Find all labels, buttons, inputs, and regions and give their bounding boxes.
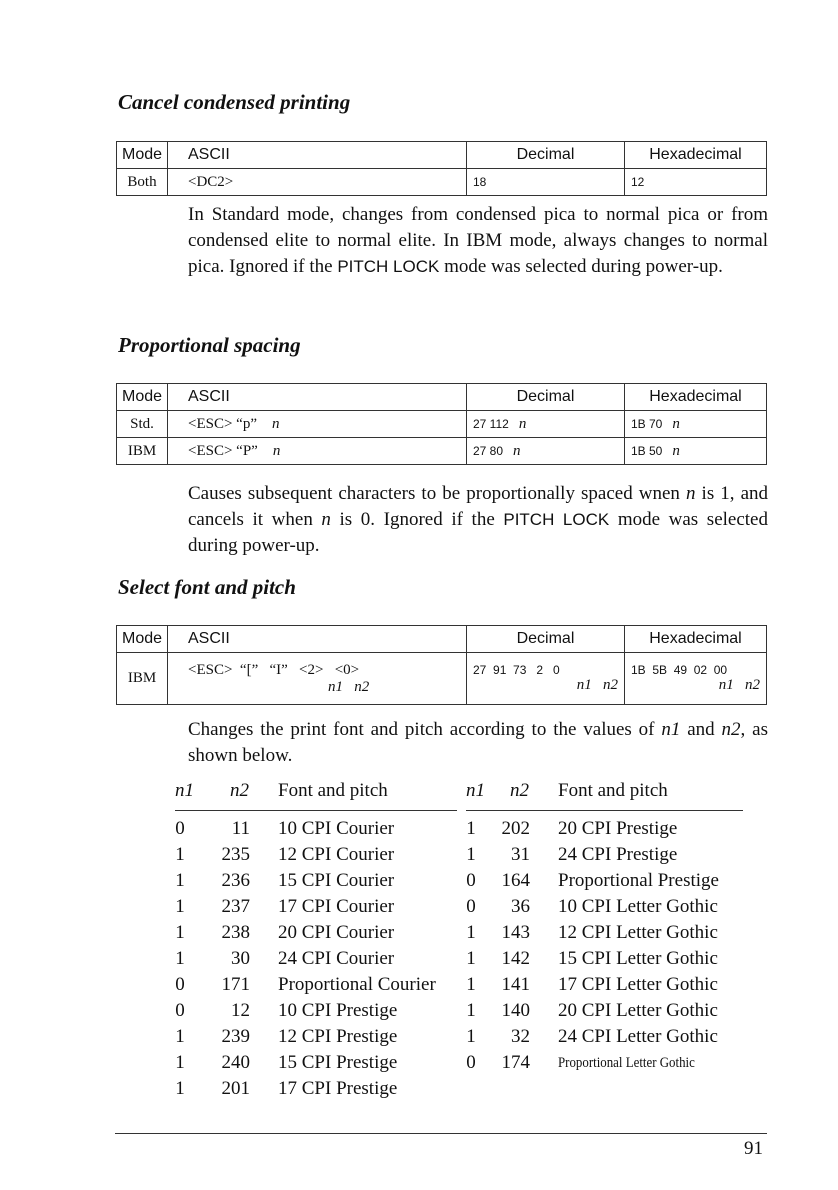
cell-n1: 0 bbox=[466, 896, 476, 917]
decimal: 27 91 73 2 0 bbox=[473, 663, 560, 677]
pitch-lock-label: PITCH LOCK bbox=[337, 257, 440, 276]
param: n bbox=[518, 415, 527, 432]
header-n2: n2 bbox=[230, 780, 249, 801]
heading-cancel-condensed: Cancel condensed printing bbox=[118, 90, 351, 114]
params: n1 n2 bbox=[576, 677, 618, 693]
cell-n1: 1 bbox=[175, 1026, 185, 1047]
cell-font-pitch: 20 CPI Courier bbox=[278, 922, 395, 943]
col-ascii: ASCII bbox=[168, 384, 467, 411]
text: Causes subsequent characters to be proportionally spaced wnen bbox=[188, 483, 686, 504]
header-n1: n1 bbox=[466, 780, 485, 801]
col-mode: Mode bbox=[117, 626, 168, 653]
param: n bbox=[672, 415, 680, 432]
header-n2: n2 bbox=[510, 780, 529, 801]
param: n bbox=[272, 415, 280, 432]
cell-n2: 237 bbox=[221, 896, 250, 917]
ascii: <ESC> “P” bbox=[188, 442, 258, 459]
cell-n2: 12 bbox=[231, 1000, 250, 1021]
cell-font-pitch: 12 CPI Courier bbox=[278, 844, 395, 865]
cell-font-pitch: 24 CPI Courier bbox=[278, 948, 395, 969]
cell-n2: 32 bbox=[511, 1026, 530, 1047]
cell-n2: 31 bbox=[511, 844, 530, 865]
cell-n2: 239 bbox=[221, 1026, 250, 1047]
cell-font-pitch: 20 CPI Prestige bbox=[558, 818, 678, 839]
cell-font-pitch: Proportional Prestige bbox=[558, 870, 719, 891]
cell-font-pitch: 12 CPI Letter Gothic bbox=[558, 922, 718, 943]
cell-n2: 202 bbox=[501, 818, 530, 839]
col-ascii: ASCII bbox=[168, 142, 467, 169]
cell-font-pitch: 20 CPI Letter Gothic bbox=[558, 1000, 718, 1021]
cell-n2: 235 bbox=[221, 844, 250, 865]
text: mode was selected during power-up. bbox=[188, 509, 768, 556]
cell-n1: 1 bbox=[466, 922, 476, 943]
cell-n1: 1 bbox=[466, 1000, 476, 1021]
cell-n2: 36 bbox=[511, 896, 530, 917]
hex: 1B 70 bbox=[631, 416, 663, 431]
col-ascii: ASCII bbox=[168, 626, 467, 653]
params: n1 n2 bbox=[718, 677, 760, 693]
col-decimal: Decimal bbox=[467, 384, 625, 411]
cell-font-pitch: 10 CPI Letter Gothic bbox=[558, 896, 718, 917]
param: n2 bbox=[721, 719, 741, 740]
col-mode: Mode bbox=[117, 384, 168, 411]
cell-n1: 0 bbox=[175, 818, 185, 839]
header-rule bbox=[466, 810, 743, 811]
param: n bbox=[672, 442, 680, 459]
cell-n2: 201 bbox=[221, 1078, 250, 1099]
decimal: 27 80 bbox=[473, 443, 504, 458]
cell-mode: Both bbox=[117, 169, 168, 196]
cell-font-pitch: 10 CPI Prestige bbox=[278, 1000, 398, 1021]
cell-hex: 12 bbox=[625, 169, 767, 196]
cell-font-pitch: 24 CPI Prestige bbox=[558, 844, 678, 865]
cell-decimal: 18 bbox=[467, 169, 625, 196]
cell-n1: 0 bbox=[175, 974, 185, 995]
cell-n2: 171 bbox=[221, 974, 250, 995]
cell-n2: 11 bbox=[231, 818, 250, 839]
cell-n1: 1 bbox=[175, 844, 185, 865]
header-n1: n1 bbox=[175, 780, 194, 801]
cell-font-pitch: 17 CPI Prestige bbox=[278, 1078, 398, 1099]
cell-n2: 141 bbox=[501, 974, 530, 995]
heading-select-font: Select font and pitch bbox=[118, 575, 296, 599]
col-decimal: Decimal bbox=[467, 626, 625, 653]
cell-n2: 236 bbox=[221, 870, 250, 891]
header-font-pitch: Font and pitch bbox=[278, 780, 388, 801]
cell-n1: 1 bbox=[466, 844, 476, 865]
pitch-lock-label: PITCH LOCK bbox=[503, 510, 610, 529]
cell-n1: 1 bbox=[175, 922, 185, 943]
param: n bbox=[272, 442, 281, 459]
footer-rule bbox=[115, 1133, 767, 1134]
cell-font-pitch: 10 CPI Courier bbox=[278, 818, 395, 839]
cell-n2: 142 bbox=[501, 948, 530, 969]
param: n bbox=[321, 509, 331, 530]
col-hex: Hexadecimal bbox=[625, 626, 767, 653]
cell-n2: 238 bbox=[221, 922, 250, 943]
cell-n2: 140 bbox=[501, 1000, 530, 1021]
header-font-pitch: Font and pitch bbox=[558, 780, 668, 801]
cell-n1: 1 bbox=[175, 870, 185, 891]
hex: 1B 50 bbox=[631, 443, 663, 458]
page-number: 91 bbox=[744, 1138, 763, 1159]
cell-n1: 1 bbox=[466, 818, 476, 839]
col-hex: Hexadecimal bbox=[625, 142, 767, 169]
cell-font-pitch: 24 CPI Letter Gothic bbox=[558, 1026, 718, 1047]
cell-ascii: <DC2> bbox=[168, 169, 467, 196]
decimal: 27 112 bbox=[473, 416, 509, 431]
cell-n1: 1 bbox=[175, 948, 185, 969]
cell-n2: 30 bbox=[231, 948, 250, 969]
col-hex: Hexadecimal bbox=[625, 384, 767, 411]
cell-n2: 143 bbox=[501, 922, 530, 943]
header-rule bbox=[175, 810, 457, 811]
ascii: <ESC> “[” “I” <2> <0> bbox=[188, 661, 360, 678]
params: n1 n2 bbox=[328, 678, 370, 695]
cell-n1: 1 bbox=[175, 1052, 185, 1073]
text: mode was selected during power-up. bbox=[439, 256, 723, 277]
col-decimal: Decimal bbox=[467, 142, 625, 169]
cell-font-pitch: Proportional Courier bbox=[278, 974, 436, 995]
text: is 0. Ignored if the bbox=[330, 509, 504, 530]
text: , as shown below. bbox=[188, 719, 768, 766]
ascii: <ESC> “p” bbox=[188, 415, 257, 432]
text: is 1, and cancels it when bbox=[188, 483, 769, 530]
cell-font-pitch: 17 CPI Letter Gothic bbox=[558, 974, 718, 995]
param: n bbox=[513, 442, 521, 459]
cell-n1: 0 bbox=[466, 870, 476, 891]
heading-proportional-spacing: Proportional spacing bbox=[118, 333, 301, 357]
hex: 1B 5B 49 02 00 bbox=[631, 663, 728, 677]
cell-mode: Std. bbox=[117, 411, 168, 438]
param: n bbox=[685, 483, 696, 504]
cell-font-pitch: 15 CPI Courier bbox=[278, 870, 395, 891]
col-mode: Mode bbox=[117, 142, 168, 169]
cell-font-pitch: 12 CPI Prestige bbox=[278, 1026, 398, 1047]
cell-mode: IBM bbox=[117, 653, 168, 705]
cell-n1: 0 bbox=[466, 1052, 476, 1073]
cell-n1: 1 bbox=[466, 974, 476, 995]
cell-n1: 1 bbox=[466, 948, 476, 969]
cell-font-pitch: 15 CPI Letter Gothic bbox=[558, 948, 718, 969]
cell-n1: 1 bbox=[175, 896, 185, 917]
cell-n2: 174 bbox=[501, 1052, 530, 1073]
text: In Standard mode, changes from condensed pica to normal pica or from condensed elite to normal elite. In IBM mode, always changes to normal pica. Ignored if the bbox=[188, 204, 768, 277]
text: and bbox=[680, 719, 722, 740]
cell-n1: 0 bbox=[175, 1000, 185, 1021]
cell-n1: 1 bbox=[466, 1026, 476, 1047]
cell-n2: 240 bbox=[221, 1052, 250, 1073]
text: Changes the print font and pitch according to the values of bbox=[188, 719, 662, 740]
cell-mode: IBM bbox=[117, 438, 168, 465]
param: n1 bbox=[661, 719, 681, 740]
cell-n2: 164 bbox=[501, 870, 530, 891]
cell-n1: 1 bbox=[175, 1078, 185, 1099]
cell-font-pitch: 15 CPI Prestige bbox=[278, 1052, 398, 1073]
cell-font-pitch: Proportional Letter Gothic bbox=[558, 1055, 695, 1071]
cell-font-pitch: 17 CPI Courier bbox=[278, 896, 395, 917]
